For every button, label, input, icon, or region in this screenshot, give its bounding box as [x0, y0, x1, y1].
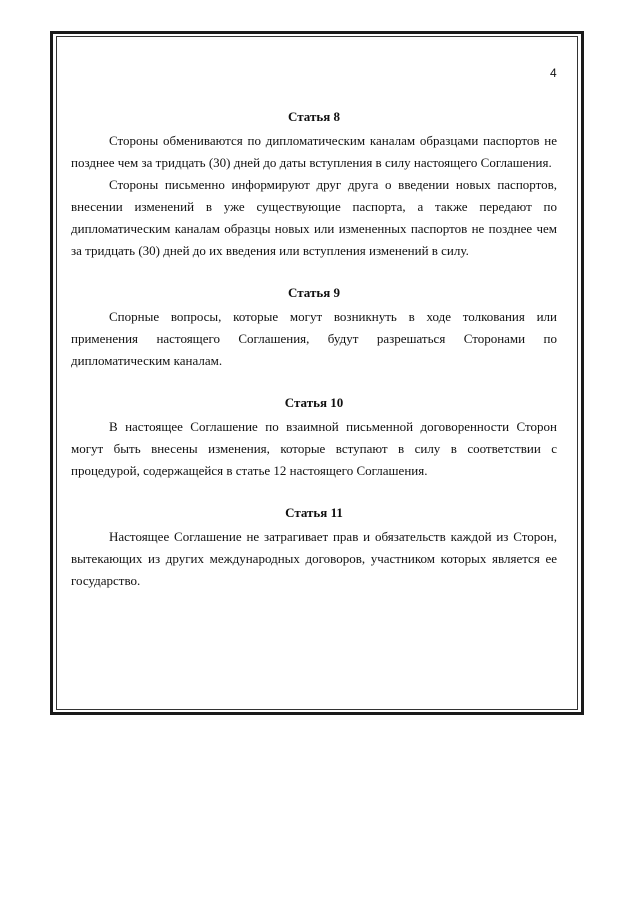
article-heading: Статья 10: [284, 395, 344, 410]
article-heading: Статья 8: [288, 109, 340, 124]
article-paragraph: Стороны письменно информируют друг друга о введении новых паспортов, внесении изменений в уже существующие паспорта, а также передают по дипломатическим каналам образцы новых или измененных паспортов не позднее чем за тридцать (30) дней до их введения или вступления изменений в силу.: [71, 177, 557, 258]
page-number: 4: [550, 66, 557, 80]
spacer: [71, 482, 557, 504]
article-heading: Статья 9: [288, 285, 340, 300]
article-paragraph: Спорные вопросы, которые могут возникнуть в ходе толкования или применения настоящего Соглашения, будут разрешаться Сторонами по дипломатическим каналам.: [71, 309, 557, 368]
spacer: [71, 262, 557, 284]
article-heading: Статья 11: [285, 505, 343, 520]
article-paragraph: Настоящее Соглашение не затрагивает прав и обязательств каждой из Сторон, вытекающих из других международных договоров, участником которых является ее государство.: [71, 529, 557, 588]
article-8: [71, 108, 557, 262]
spacer: [71, 372, 557, 394]
article-paragraph: В настоящее Соглашение по взаимной письменной договоренности Сторон могут быть внесены изменения, которые вступают в силу в соответствии с процедурой, содержащейся в статье 12 настоящего Соглашения.: [71, 419, 557, 478]
article-paragraph: Стороны обмениваются по дипломатическим каналам образцами паспортов не позднее чем за тридцать (30) дней до даты вступления в силу настоящего Соглашения.: [71, 133, 557, 170]
document-body: [71, 108, 557, 592]
article-10: [71, 394, 557, 482]
article-9: [71, 284, 557, 372]
article-11: [71, 504, 557, 592]
